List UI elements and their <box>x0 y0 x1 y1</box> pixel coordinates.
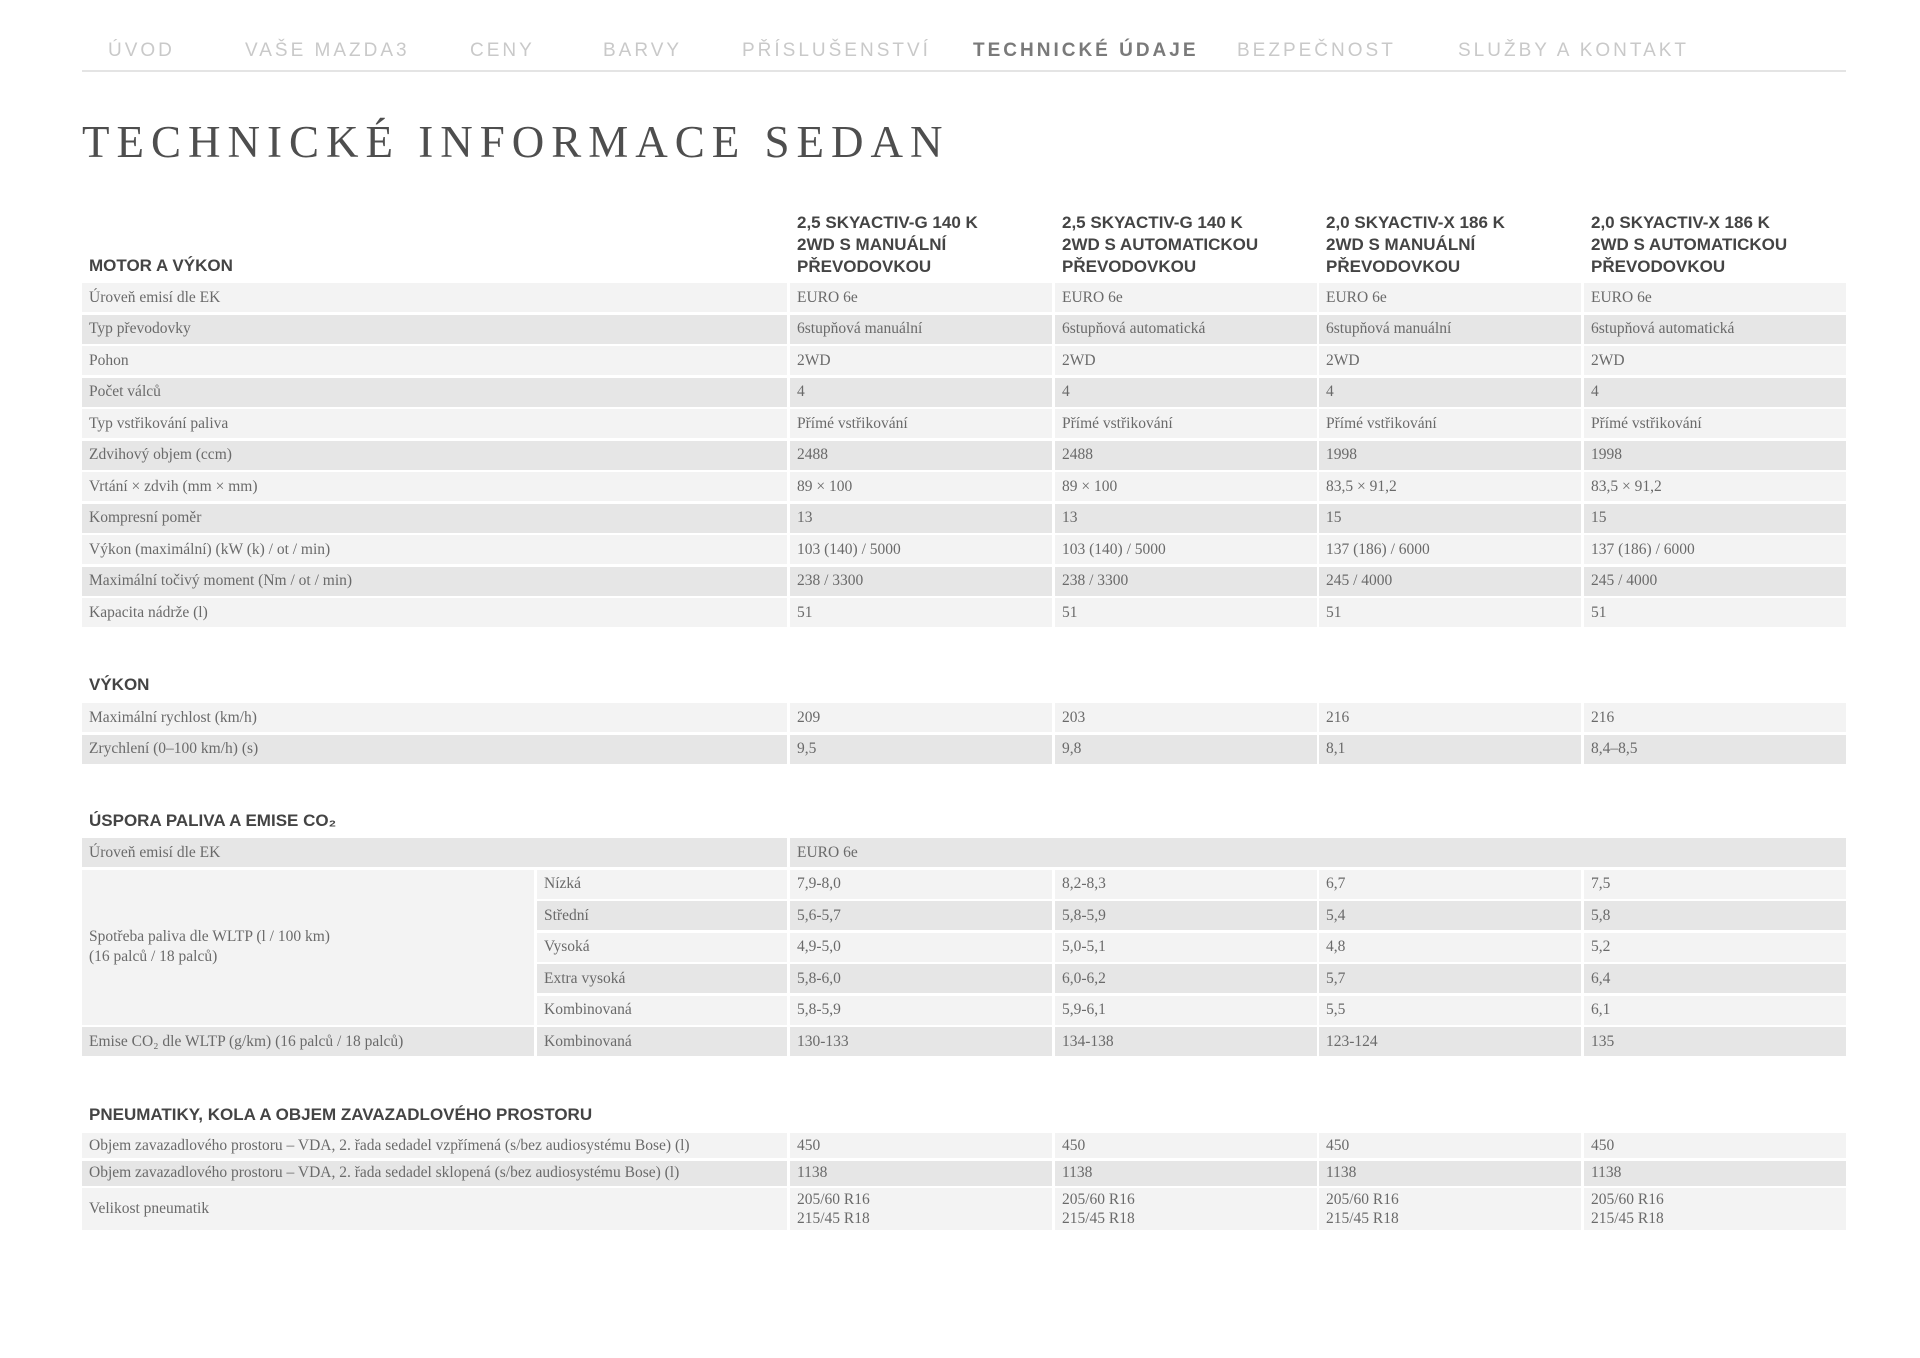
column-header: 2,5 SKYACTIV-G 140 K <box>1062 213 1243 232</box>
table-row <box>82 933 1846 962</box>
nav-item[interactable]: BARVY <box>603 40 683 61</box>
row-label: Úroveň emisí dle EK <box>82 838 787 867</box>
row-value <box>1319 1188 1581 1230</box>
table-row <box>82 535 1846 564</box>
row-value <box>1055 1188 1317 1230</box>
row-value: 2WD <box>790 346 1052 375</box>
row-label: Typ převodovky <box>82 315 787 344</box>
table-row <box>82 870 1846 899</box>
row-value: 2488 <box>790 441 1052 470</box>
row-label: Pohon <box>82 346 787 375</box>
row-value: 6,0-6,2 <box>1055 964 1317 993</box>
row-value: 1138 <box>1584 1161 1846 1186</box>
row-value: Přímé vstřikování <box>1055 409 1317 438</box>
row-value: 130-133 <box>790 1027 1052 1056</box>
row-label: Počet válců <box>82 378 787 407</box>
row-value: 1138 <box>1319 1161 1581 1186</box>
consumption-label-line: Spotřeba paliva dle WLTP (l / 100 km) <box>89 928 330 945</box>
page-title: TECHNICKÉ INFORMACE SEDAN <box>82 117 950 167</box>
row-value: 51 <box>1584 598 1846 627</box>
nav-item[interactable]: TECHNICKÉ ÚDAJE <box>973 40 1199 61</box>
row-value: 5,9-6,1 <box>1055 996 1317 1025</box>
table-row <box>82 964 1846 993</box>
section-title: PNEUMATIKY, KOLA A OBJEM ZAVAZADLOVÉHO PROSTORU <box>89 1105 593 1124</box>
table-row <box>82 283 1846 312</box>
row-value: 13 <box>790 504 1052 533</box>
row-label: Kapacita nádrže (l) <box>82 598 787 627</box>
row-value: 1998 <box>1319 441 1581 470</box>
column-header: 2,0 SKYACTIV-X 186 K <box>1591 213 1770 232</box>
row-value: EURO 6e <box>1055 283 1317 312</box>
tyre-size: 215/45 R18 <box>1326 1210 1399 1227</box>
row-value: 13 <box>1055 504 1317 533</box>
row-value: 8,4–8,5 <box>1584 735 1846 764</box>
row-value: 4,9-5,0 <box>790 933 1052 962</box>
row-value: 450 <box>790 1133 1052 1158</box>
row-value <box>1584 1188 1846 1230</box>
phase-label: Střední <box>537 901 787 930</box>
row-value: 6,4 <box>1584 964 1846 993</box>
row-value: 51 <box>1319 598 1581 627</box>
table-row <box>82 901 1846 930</box>
column-header: PŘEVODOVKOU <box>797 257 932 276</box>
row-value: 2WD <box>1055 346 1317 375</box>
table-row <box>82 1133 1846 1158</box>
tyre-size: 215/45 R18 <box>1062 1210 1135 1227</box>
phase-label: Kombinovaná <box>537 1027 787 1056</box>
row-value: 103 (140) / 5000 <box>790 535 1052 564</box>
row-value: EURO 6e <box>790 838 1846 867</box>
row-value: 6,1 <box>1584 996 1846 1025</box>
table-row <box>82 441 1846 470</box>
row-value: 209 <box>790 703 1052 732</box>
table-row <box>82 703 1846 732</box>
row-value: 51 <box>1055 598 1317 627</box>
row-value: 216 <box>1319 703 1581 732</box>
row-value: 6,7 <box>1319 870 1581 899</box>
phase-label: Kombinovaná <box>537 996 787 1025</box>
row-value: 450 <box>1055 1133 1317 1158</box>
row-label: Maximální točivý moment (Nm / ot / min) <box>82 567 787 596</box>
row-value: 450 <box>1584 1133 1846 1158</box>
row-value: 6stupňová automatická <box>1055 315 1317 344</box>
row-value: 135 <box>1584 1027 1846 1056</box>
row-value: Přímé vstřikování <box>790 409 1052 438</box>
row-value: 134-138 <box>1055 1027 1317 1056</box>
row-label: Úroveň emisí dle EK <box>82 283 787 312</box>
row-value: 5,4 <box>1319 901 1581 930</box>
table-row <box>82 409 1846 438</box>
row-value: 6stupňová automatická <box>1584 315 1846 344</box>
row-value: 83,5 × 91,2 <box>1584 472 1846 501</box>
column-header: PŘEVODOVKOU <box>1062 257 1197 276</box>
row-value: 103 (140) / 5000 <box>1055 535 1317 564</box>
row-value: 1998 <box>1584 441 1846 470</box>
nav-item[interactable]: SLUŽBY A KONTAKT <box>1458 40 1690 61</box>
row-value: 6stupňová manuální <box>790 315 1052 344</box>
row-value: 9,5 <box>790 735 1052 764</box>
section-title: ÚSPORA PALIVA A EMISE CO₂ <box>89 811 337 830</box>
row-value: 6stupňová manuální <box>1319 315 1581 344</box>
phase-label: Extra vysoká <box>537 964 787 993</box>
row-value: 5,8-5,9 <box>790 996 1052 1025</box>
row-label: Typ vstřikování paliva <box>82 409 787 438</box>
row-label: Objem zavazadlového prostoru – VDA, 2. řada sedadel vzpřímená (s/bez audiosystému Bose) (l) <box>82 1133 787 1158</box>
nav-item[interactable]: BEZPEČNOST <box>1237 40 1396 61</box>
tyre-size: 215/45 R18 <box>797 1210 870 1227</box>
column-header: PŘEVODOVKOU <box>1326 257 1461 276</box>
nav-item[interactable]: PŘÍSLUŠENSTVÍ <box>742 40 931 61</box>
row-value: 5,8-6,0 <box>790 964 1052 993</box>
row-value: 4 <box>1584 378 1846 407</box>
row-value: 89 × 100 <box>790 472 1052 501</box>
row-value: 216 <box>1584 703 1846 732</box>
row-value: 83,5 × 91,2 <box>1319 472 1581 501</box>
row-label: Zdvihový objem (ccm) <box>82 441 787 470</box>
row-value: 5,8 <box>1584 901 1846 930</box>
tyre-size: 215/45 R18 <box>1591 1210 1664 1227</box>
row-value: 450 <box>1319 1133 1581 1158</box>
top-navigation <box>82 30 1846 72</box>
row-value: EURO 6e <box>1584 283 1846 312</box>
row-value: 8,1 <box>1319 735 1581 764</box>
row-value: 123-124 <box>1319 1027 1581 1056</box>
row-value: 5,7 <box>1319 964 1581 993</box>
row-value: 89 × 100 <box>1055 472 1317 501</box>
table-row <box>82 598 1846 627</box>
column-header: 2WD S MANUÁLNÍ <box>797 235 947 254</box>
nav-item[interactable]: ÚVOD <box>108 40 175 61</box>
row-value: 245 / 4000 <box>1584 567 1846 596</box>
row-value: 7,5 <box>1584 870 1846 899</box>
row-value: 238 / 3300 <box>790 567 1052 596</box>
row-label: Výkon (maximální) (kW (k) / ot / min) <box>82 535 787 564</box>
row-label: Kompresní poměr <box>82 504 787 533</box>
phase-label: Nízká <box>537 870 787 899</box>
column-header: PŘEVODOVKOU <box>1591 257 1726 276</box>
row-value: 2WD <box>1319 346 1581 375</box>
table-row <box>82 315 1846 344</box>
column-header: 2WD S AUTOMATICKOU <box>1062 235 1259 254</box>
tyre-size: 205/60 R16 <box>1062 1191 1135 1208</box>
table-row <box>82 346 1846 375</box>
column-header: 2,5 SKYACTIV-G 140 K <box>797 213 978 232</box>
row-value: 51 <box>790 598 1052 627</box>
row-value: 137 (186) / 6000 <box>1319 535 1581 564</box>
table-row <box>82 1027 1846 1056</box>
row-value: 245 / 4000 <box>1319 567 1581 596</box>
row-value: 1138 <box>790 1161 1052 1186</box>
row-value: 5,6-5,7 <box>790 901 1052 930</box>
row-value: 238 / 3300 <box>1055 567 1317 596</box>
row-value: EURO 6e <box>790 283 1052 312</box>
row-label: Vrtání × zdvih (mm × mm) <box>82 472 787 501</box>
row-value: 4 <box>1055 378 1317 407</box>
table-row <box>82 504 1846 533</box>
row-value: Přímé vstřikování <box>1584 409 1846 438</box>
nav-item[interactable]: VAŠE MAZDA3 <box>245 40 410 61</box>
row-label: Maximální rychlost (km/h) <box>82 703 787 732</box>
row-label: Objem zavazadlového prostoru – VDA, 2. řada sedadel sklopená (s/bez audiosystému Bose) (l) <box>82 1161 787 1186</box>
row-value: 4 <box>1319 378 1581 407</box>
phase-label: Vysoká <box>537 933 787 962</box>
row-value: 7,9-8,0 <box>790 870 1052 899</box>
tyre-size: 205/60 R16 <box>1591 1191 1664 1208</box>
table-row <box>82 1188 1846 1230</box>
nav-item[interactable]: CENY <box>470 40 535 61</box>
table-row <box>82 378 1846 407</box>
row-value: 4 <box>790 378 1052 407</box>
row-value: 203 <box>1055 703 1317 732</box>
row-value: 5,2 <box>1584 933 1846 962</box>
table-row <box>82 735 1846 764</box>
row-value <box>790 1188 1052 1230</box>
row-value: Přímé vstřikování <box>1319 409 1581 438</box>
row-value: 9,8 <box>1055 735 1317 764</box>
column-header: 2WD S AUTOMATICKOU <box>1591 235 1788 254</box>
table-row <box>82 1161 1846 1186</box>
tyre-size: 205/60 R16 <box>797 1191 870 1208</box>
section-title: VÝKON <box>89 675 150 694</box>
row-label: Emise CO₂ dle WLTP (g/km) (16 palců / 18 palců) <box>82 1027 534 1056</box>
row-value: 2WD <box>1584 346 1846 375</box>
row-value: 5,5 <box>1319 996 1581 1025</box>
row-label: Velikost pneumatik <box>82 1188 787 1230</box>
row-value: 137 (186) / 6000 <box>1584 535 1846 564</box>
row-value: 5,0-5,1 <box>1055 933 1317 962</box>
table-row <box>82 472 1846 501</box>
section-title: MOTOR A VÝKON <box>89 256 233 275</box>
table-row <box>82 996 1846 1025</box>
column-header: 2,0 SKYACTIV-X 186 K <box>1326 213 1505 232</box>
tyre-size: 205/60 R16 <box>1326 1191 1399 1208</box>
column-header: 2WD S MANUÁLNÍ <box>1326 235 1476 254</box>
row-value: 8,2-8,3 <box>1055 870 1317 899</box>
row-value: 2488 <box>1055 441 1317 470</box>
row-value: 1138 <box>1055 1161 1317 1186</box>
consumption-label-line: (16 palců / 18 palců) <box>89 948 218 965</box>
row-value: 5,8-5,9 <box>1055 901 1317 930</box>
table-row <box>82 838 1846 867</box>
row-value: 15 <box>1319 504 1581 533</box>
row-label: Zrychlení (0–100 km/h) (s) <box>82 735 787 764</box>
row-value: 15 <box>1584 504 1846 533</box>
table-row <box>82 567 1846 596</box>
row-value: EURO 6e <box>1319 283 1581 312</box>
row-value: 4,8 <box>1319 933 1581 962</box>
